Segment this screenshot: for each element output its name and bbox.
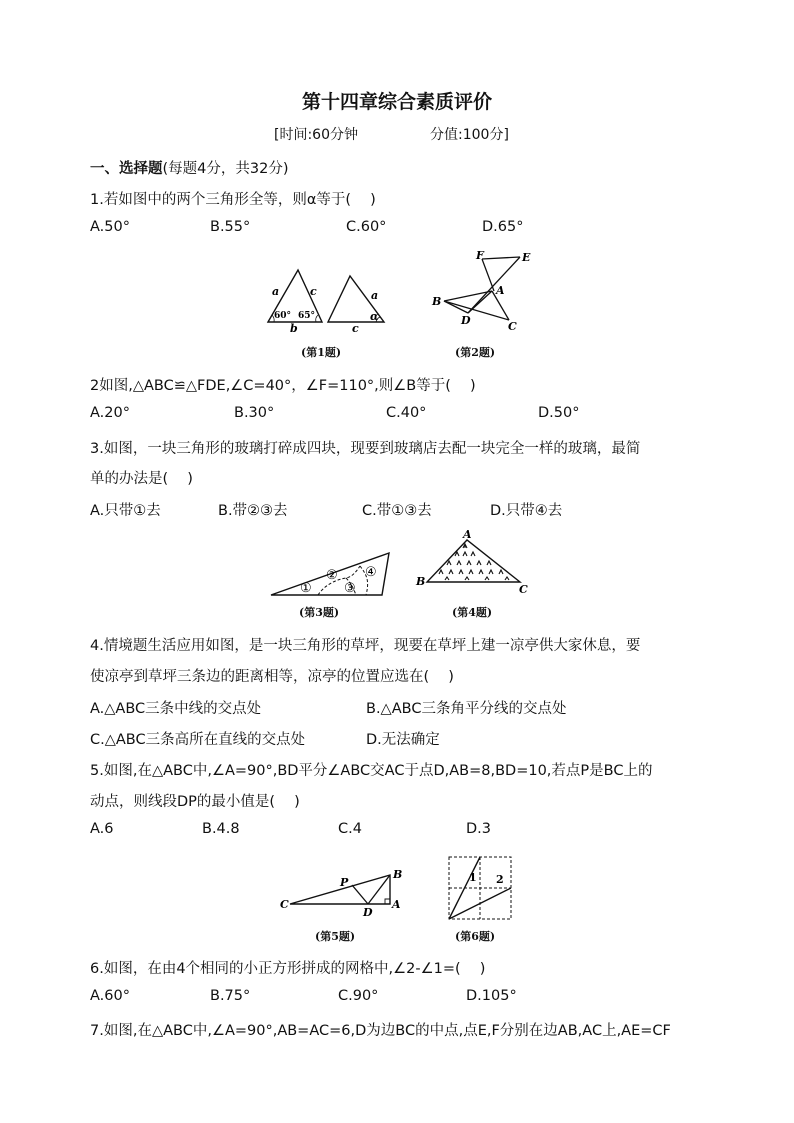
q5-option-c: C.4: [338, 821, 362, 837]
fig2-label-e: E: [522, 251, 531, 264]
fig5-label-p: P: [340, 876, 349, 889]
fig6-label-1: 1: [469, 871, 477, 884]
fig1-label-alpha: α: [370, 310, 379, 323]
section-header: [90, 157, 289, 178]
fig4-grass-pattern: [439, 544, 509, 580]
fig3-label-4: ④: [365, 565, 377, 580]
q4-option-d: D.无法确定: [366, 732, 440, 748]
question-6-stem: 6.如图，在由4个相同的小正方形拼成的网格中,∠2-∠1=( ): [90, 961, 486, 977]
figure-3-caption: (第3题): [299, 606, 340, 619]
q2-option-b: B.30°: [234, 405, 275, 421]
fig3-label-3: ③: [344, 581, 356, 596]
fig2-label-f: F: [476, 249, 484, 262]
q6-option-c: C.90°: [338, 988, 379, 1004]
figure-2-diagram: [430, 250, 540, 335]
q4-option-a: A.△ABC三条中线的交点处: [90, 701, 262, 717]
q5-option-d: D.3: [466, 821, 491, 837]
fig5-label-a: A: [392, 898, 401, 911]
q5-option-b: B.4.8: [202, 821, 240, 837]
fig5-label-c: C: [280, 898, 289, 911]
question-2-stem: 2如图,△ABC≌△FDE,∠C=40°，∠F=110°,则∠B等于( ): [90, 378, 476, 394]
q2-option-c: C.40°: [386, 405, 427, 421]
figure-1-diagram: [260, 262, 400, 335]
question-7-stem: 7.如图,在△ABC中,∠A=90°,AB=AC=6,D为边BC的中点,点E,F分别在边AB,AC上,AE=CF: [90, 1023, 671, 1039]
question-5-stem-line2: 动点，则线段DP的最小值是( ): [90, 794, 300, 810]
q3-option-d: D.只带④去: [490, 503, 563, 519]
section-note: (每题4分，共32分): [162, 161, 289, 177]
fig5-label-b: B: [393, 868, 403, 881]
fig2-label-d: D: [461, 314, 471, 327]
question-1-stem: 1.若如图中的两个三角形全等，则α等于( ): [90, 192, 376, 208]
q3-option-b: B.带②③去: [218, 503, 288, 519]
fig1-label-a-right: a: [371, 289, 379, 302]
fig2-label-b: B: [432, 295, 442, 308]
q4-option-c: C.△ABC三条高所在直线的交点处: [90, 732, 306, 748]
figure-5-diagram: [280, 866, 410, 919]
fig1-label-65: 65°: [298, 311, 316, 321]
fig4-label-a: A: [463, 528, 472, 541]
fig2-label-a: A: [496, 284, 505, 297]
fig1-label-c-right: c: [352, 322, 359, 335]
fig1-label-c-left: c: [310, 285, 317, 298]
q6-option-a: A.60°: [90, 988, 130, 1004]
time-info: [时间:60分钟: [274, 127, 358, 143]
figure-6-diagram: [446, 854, 516, 924]
fig4-label-b: B: [416, 575, 426, 588]
fig4-label-c: C: [519, 583, 528, 596]
q1-option-d: D.65°: [482, 219, 524, 235]
q1-option-c: C.60°: [346, 219, 387, 235]
question-5-stem-line1: 5.如图,在△ABC中,∠A=90°,BD平分∠ABC交AC于点D,AB=8,BD=10,若点P是BC上的: [90, 763, 653, 779]
figure-1-caption: (第1题): [301, 346, 342, 359]
fig5-label-d: D: [363, 906, 373, 919]
figure-4-caption: (第4题): [452, 606, 493, 619]
q3-option-a: A.只带①去: [90, 503, 161, 519]
figure-3-diagram: [268, 550, 398, 600]
fig6-label-2: 2: [496, 873, 504, 886]
fig1-label-b: b: [290, 322, 298, 335]
fig1-label-a-left: a: [272, 285, 280, 298]
figure-6-caption: (第6题): [455, 930, 496, 943]
figure-5-caption: (第5题): [315, 930, 356, 943]
figure-2-caption: (第2题): [455, 346, 496, 359]
question-4-stem-line2: 使凉亭到草坪三条边的距离相等，凉亭的位置应选在( ): [90, 669, 454, 685]
q3-option-c: C.带①③去: [362, 503, 432, 519]
q2-option-a: A.20°: [90, 405, 130, 421]
fig3-label-1: ①: [300, 581, 312, 596]
fig3-label-2: ②: [326, 568, 338, 583]
fig2-label-c: C: [508, 320, 517, 333]
section-label: 一、选择题: [90, 161, 163, 177]
question-3-stem-line2: 单的办法是( ): [90, 471, 193, 487]
q6-option-b: B.75°: [210, 988, 251, 1004]
q1-option-b: B.55°: [210, 219, 251, 235]
score-info: 分值:100分]: [430, 127, 509, 143]
q5-option-a: A.6: [90, 821, 114, 837]
q4-option-b: B.△ABC三条角平分线的交点处: [366, 701, 567, 717]
q1-option-a: A.50°: [90, 219, 130, 235]
fig4-triangle: [427, 540, 520, 582]
question-4-stem-line1: 4.情境题生活应用如图，是一块三角形的草坪，现要在草坪上建一凉亭供大家休息，要: [90, 638, 641, 654]
q6-option-d: D.105°: [466, 988, 517, 1004]
figure-4-diagram: [415, 528, 540, 596]
page-title: 第十四章综合素质评价: [301, 91, 492, 113]
fig1-label-60: 60°: [274, 311, 292, 321]
question-3-stem-line1: 3.如图，一块三角形的玻璃打碎成四块，现要到玻璃店去配一块完全一样的玻璃，最简: [90, 441, 641, 457]
q2-option-d: D.50°: [538, 405, 580, 421]
